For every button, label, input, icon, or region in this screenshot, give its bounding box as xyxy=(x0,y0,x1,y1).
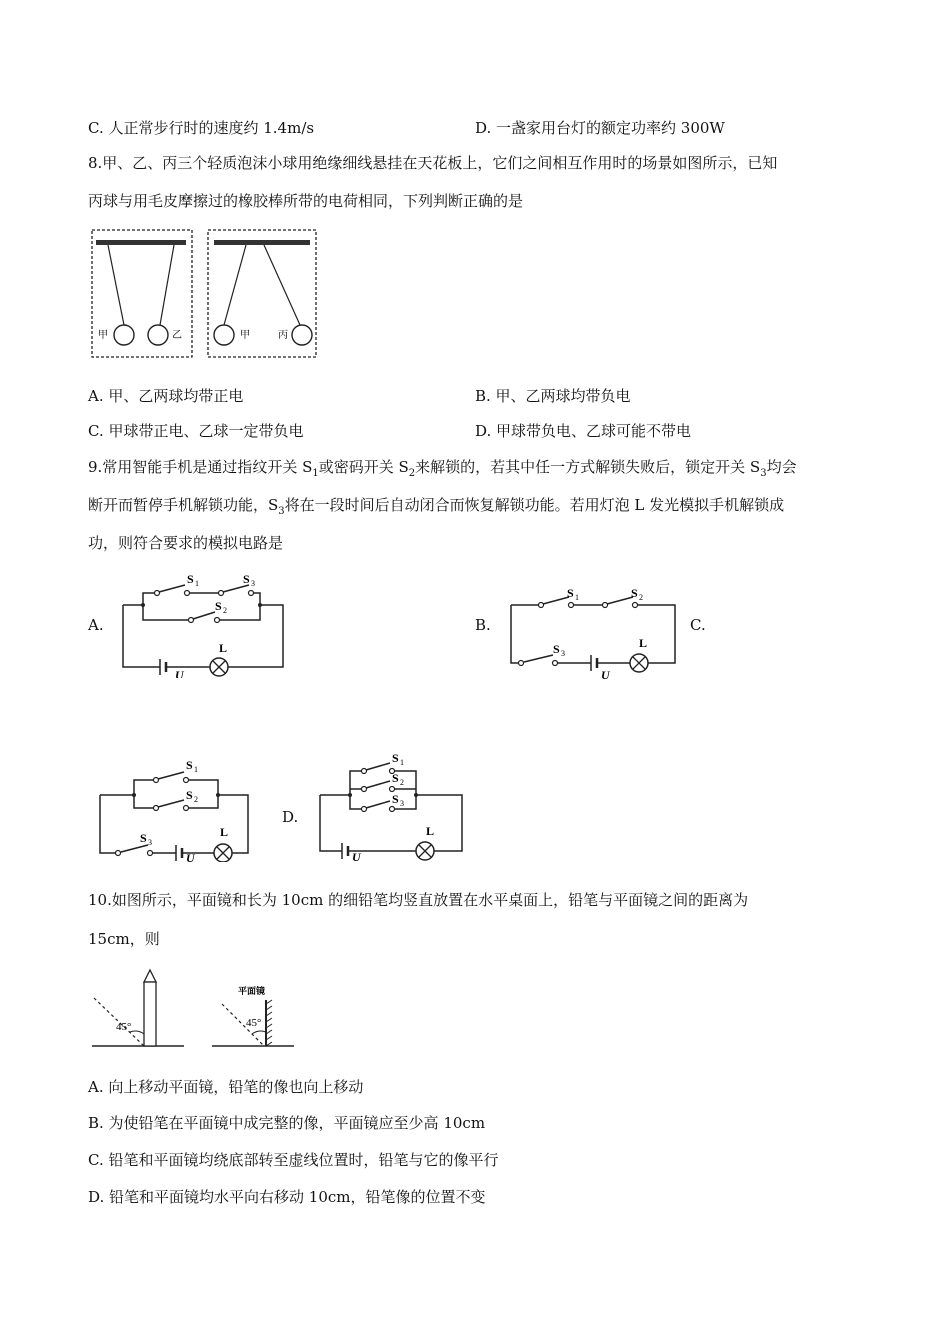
q9a-node-left xyxy=(141,603,145,607)
q9c-node-right xyxy=(216,793,220,797)
q10-stem-line2: 15cm，则 xyxy=(88,930,160,948)
q8-label-yi: 乙 xyxy=(172,330,182,341)
q8-ball-bing xyxy=(292,325,312,345)
q9c-label-s3: S xyxy=(140,831,147,845)
q9b-label-u: U xyxy=(601,668,610,681)
q9d-sub-1: 1 xyxy=(400,758,404,767)
q9a-label-s: S xyxy=(187,572,194,586)
q9c-label-u: U xyxy=(186,851,195,862)
q10-angle-arc-right xyxy=(252,1031,266,1034)
q9-circuit-c xyxy=(92,750,257,862)
q10-option-a: A. 向上移动平面镜，铅笔的像也向上移动 xyxy=(88,1078,364,1096)
q9-label-b: B. xyxy=(475,616,491,634)
q9a-label-l: L xyxy=(219,641,228,655)
q9b-label-s1: S xyxy=(567,586,574,600)
q7-option-c: C. 人正常步行时的速度约 1.4m/s xyxy=(88,119,315,137)
q9-stem-line3: 功，则符合要求的模拟电路是 xyxy=(88,534,284,552)
q10-option-c: C. 铅笔和平面镜均绕底部转至虚线位置时，铅笔与它的像平行 xyxy=(88,1151,499,1169)
q9-circuit-a xyxy=(115,568,290,678)
q8-stem-line1: 8.甲、乙、丙三个轻质泡沫小球用绝缘细线悬挂在天花板上，它们之间相互作用时的场景如图所示，已知 xyxy=(88,154,778,172)
q9-circuit-b xyxy=(503,583,688,681)
q8-option-b: B. 甲、乙两球均带负电 xyxy=(475,387,631,405)
q9a-label-s-c: S xyxy=(215,599,222,613)
q8-left-ceiling xyxy=(96,240,186,245)
q8-figure xyxy=(88,228,322,362)
q10-pencil xyxy=(144,982,156,1046)
q9-circuit-d xyxy=(312,745,467,863)
q10-stem-line1: 10.如图所示，平面镜和长为 10cm 的细铅笔均竖直放置在水平桌面上，铅笔与平面镜之间的距离为 xyxy=(88,891,749,909)
q9-label-c: C. xyxy=(690,616,706,634)
q9b-label-l: L xyxy=(639,636,648,650)
q9d-node-right xyxy=(414,793,418,797)
q9-label-d: D. xyxy=(282,808,299,826)
q9b-label-s3: S xyxy=(553,642,560,656)
q9a-sub-1: 1 xyxy=(195,579,199,588)
q9d-sub-2: 2 xyxy=(400,778,404,787)
q9b-sub-2: 2 xyxy=(639,593,643,602)
q7-option-d: D. 一盏家用台灯的额定功率约 300W xyxy=(475,119,725,137)
q9c-node-left xyxy=(132,793,136,797)
q8-right-thread-b xyxy=(264,245,300,325)
q9d-node-left xyxy=(348,793,352,797)
q9-stem-line2: 断开而暂停手机解锁功能，$S_3$将在一段时间后自动闭合而恢复解锁功能。若用灯泡 L 发光模拟手机解锁成 xyxy=(88,496,785,517)
q9d-label-s1: S xyxy=(392,751,399,765)
q9c-sub-1: 1 xyxy=(194,765,198,774)
q8-option-a: A. 甲、乙两球均带正电 xyxy=(88,387,244,405)
q9b-label-s2: S xyxy=(631,586,638,600)
q8-ball-jia-left xyxy=(114,325,134,345)
q10-mirror-label: 平面镜 xyxy=(238,986,266,996)
q9c-sub-3: 3 xyxy=(148,838,152,847)
q8-label-bing: 丙 xyxy=(278,330,288,341)
q8-right-ceiling xyxy=(214,240,310,245)
q10-angle-label-left: 45° xyxy=(116,1021,132,1033)
q10-option-d: D. 铅笔和平面镜均水平向右移动 10cm，铅笔像的位置不变 xyxy=(88,1188,486,1206)
q9-label-a: A. xyxy=(88,616,104,634)
q9d-label-s3: S xyxy=(392,792,399,806)
q9d-label-l: L xyxy=(426,824,435,838)
q9a-node-right xyxy=(258,603,262,607)
q9c-label-s2: S xyxy=(186,788,193,802)
q8-ball-yi xyxy=(148,325,168,345)
q10-angle-label-right: 45° xyxy=(246,1017,262,1029)
q9b-sub-1: 1 xyxy=(575,593,579,602)
q9d-label-u: U xyxy=(352,850,361,863)
q8-ball-jia-right xyxy=(214,325,234,345)
q10-angle-arc-left xyxy=(130,1031,144,1034)
q9a-label-s-b: S xyxy=(243,572,250,586)
q10-figure xyxy=(88,966,298,1052)
q9c-label-s1: S xyxy=(186,758,193,772)
q8-left-thread-a xyxy=(108,245,124,325)
q9d-sub-3: 3 xyxy=(400,799,404,808)
q8-label-jia-right: 甲 xyxy=(240,330,250,341)
q9c-label-l: L xyxy=(220,825,229,839)
q9b-sub-3: 3 xyxy=(561,649,565,658)
q8-option-d: D. 甲球带负电、乙球可能不带电 xyxy=(475,422,692,440)
q9a-sub-3: 3 xyxy=(251,579,255,588)
q9a-sub-2: 2 xyxy=(223,606,227,615)
q8-left-thread-b xyxy=(160,245,174,325)
q9-stem-line1: 9.常用智能手机是通过指纹开关 $S_1$或密码开关 $S_2$来解锁的，若其中任一方式解锁失败后，锁定开关 $S_3$均会 xyxy=(88,458,797,479)
q8-stem-line2: 丙球与用毛皮摩擦过的橡胶棒所带的电荷相同，下列判断正确的是 xyxy=(88,192,524,210)
q8-right-thread-a xyxy=(224,245,246,325)
q8-label-jia-left: 甲 xyxy=(98,330,108,341)
q8-option-c: C. 甲球带正电、乙球一定带负电 xyxy=(88,422,304,440)
q9a-label-u: U xyxy=(175,668,184,678)
q9d-label-s2: S xyxy=(392,771,399,785)
q9c-sub-2: 2 xyxy=(194,795,198,804)
q10-pencil-tip xyxy=(144,970,156,982)
q10-option-b: B. 为使铅笔在平面镜中成完整的像，平面镜应至少高 10cm xyxy=(88,1114,486,1132)
